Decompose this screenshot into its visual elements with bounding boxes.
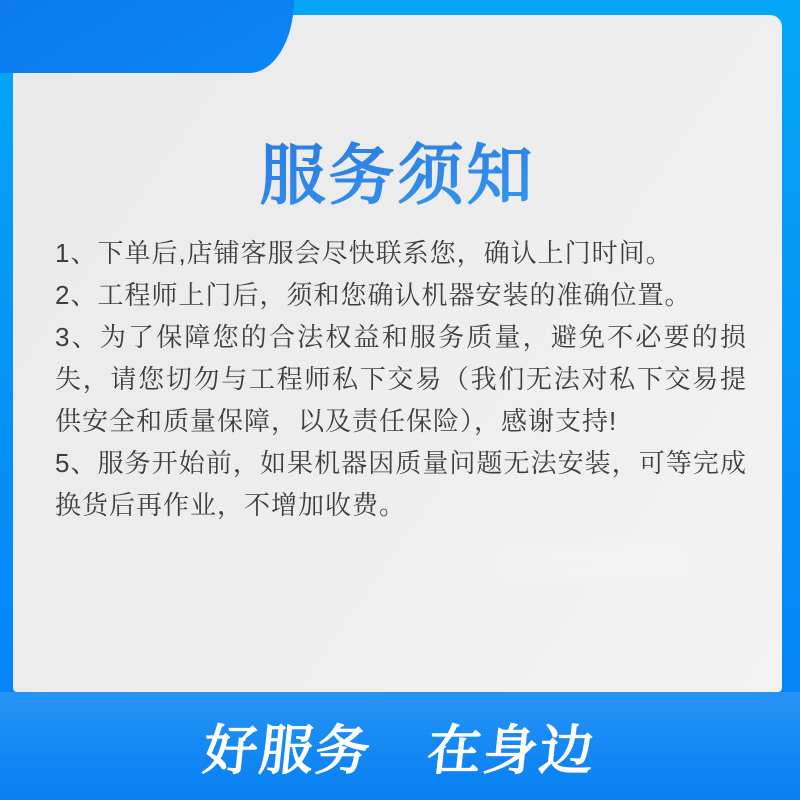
- notice-item-1: 1、下单后,店铺客服会尽快联系您，确认上门时间。: [55, 238, 673, 268]
- footer-slogan: 好服务 在身边: [200, 720, 599, 781]
- page-title: 服务须知: [13, 122, 782, 217]
- faint-watermark: [500, 545, 690, 579]
- notice-item-3: 3、为了保障您的合法权益和服务质量，避免不必要的损失，请您切勿与工程师私下交易（我们无法对私下交易提供安全和质量保障，以及责任保险），感谢支持!: [55, 322, 747, 436]
- notice-item-5: 5、服务开始前，如果机器因质量问题无法安装，可等完成换货后再作业，不增加收费。: [55, 448, 747, 520]
- notice-list: [55, 232, 747, 526]
- footer-banner: [0, 692, 800, 800]
- notice-item-2: 2、工程师上门后，须和您确认机器安装的准确位置。: [55, 280, 692, 310]
- corner-decoration-shape: [0, 0, 294, 73]
